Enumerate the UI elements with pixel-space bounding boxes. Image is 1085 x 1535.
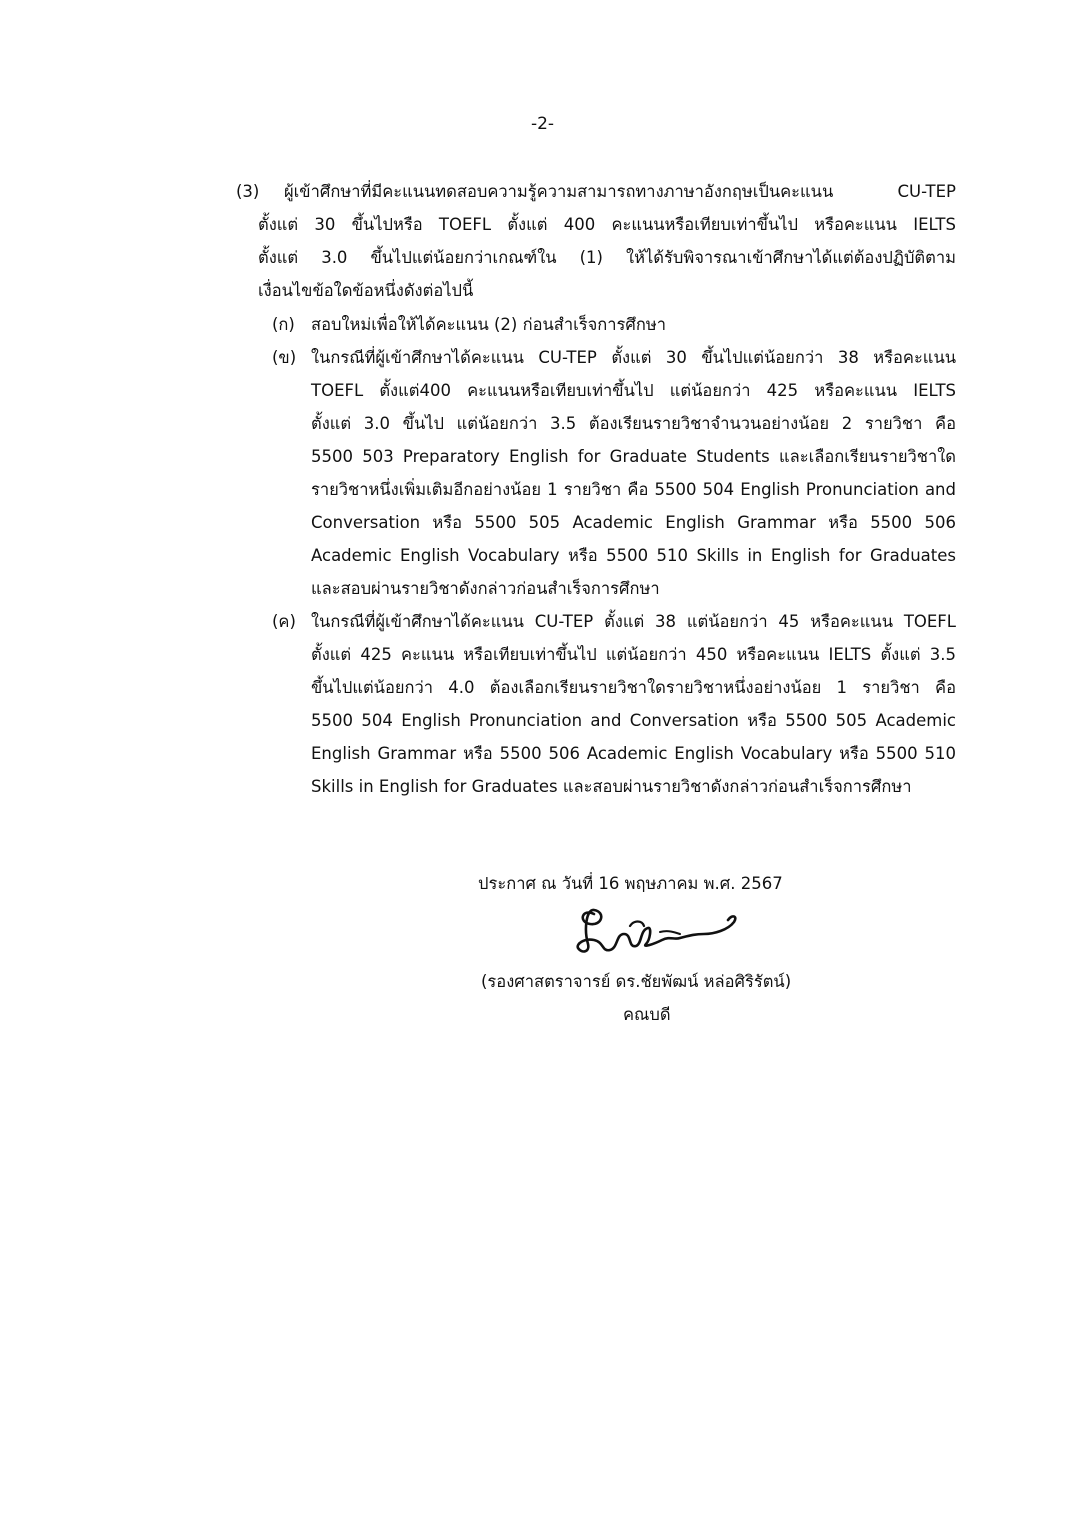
sub-item-b-line: และสอบผ่านรายวิชาดังกล่าวก่อนสำเร็จการศึกษา	[311, 579, 660, 598]
signature-image	[572, 900, 752, 962]
announcement-date: ประกาศ ณ วันที่ 16 พฤษภาคม พ.ศ. 2567	[478, 874, 783, 893]
sub-item-b-line: Conversation หรือ 5500 505 Academic English Grammar หรือ 5500 506	[311, 513, 956, 532]
page-number: -2-	[530, 114, 555, 134]
sub-item-b-line: รายวิชาหนึ่งเพิ่มเติมอีกอย่างน้อย 1 รายวิชา คือ 5500 504 English Pronunciation and	[311, 480, 956, 499]
sub-item-c-line: ในกรณีที่ผู้เข้าศึกษาได้คะแนน CU-TEP ตั้งแต่ 38 แต่น้อยกว่า 45 หรือคะแนน TOEFL	[311, 612, 956, 631]
sub-item-c-line: English Grammar หรือ 5500 506 Academic English Vocabulary หรือ 5500 510	[311, 744, 956, 763]
sub-item-c-line: 5500 504 English Pronunciation and Conversation หรือ 5500 505 Academic	[311, 711, 956, 730]
sub-item-a-marker: (ก)	[272, 315, 295, 334]
sub-item-b-marker: (ข)	[272, 348, 297, 367]
sub-item-b-line: ตั้งแต่ 3.0 ขึ้นไป แต่น้อยกว่า 3.5 ต้องเรียนรายวิชาจำนวนอย่างน้อย 2 รายวิชา คือ	[311, 414, 956, 433]
sub-item-c-line: ขึ้นไปแต่น้อยกว่า 4.0 ต้องเลือกเรียนรายวิชาใดรายวิชาหนึ่งอย่างน้อย 1 รายวิชา คือ	[311, 678, 956, 697]
signatory-name: (รองศาสตราจารย์ ดร.ชัยพัฒน์ หล่อศิริรัตน์)	[481, 972, 792, 991]
item-3-line: ตั้งแต่ 3.0 ขึ้นไปแต่น้อยกว่าเกณฑ์ใน (1) ให้ได้รับพิจารณาเข้าศึกษาได้แต่ต้องปฏิบัติตาม	[258, 248, 956, 267]
sub-item-b-line: 5500 503 Preparatory English for Graduate Students และเลือกเรียนรายวิชาใด	[311, 447, 956, 466]
item-3-line: ผู้เข้าศึกษาที่มีคะแนนทดสอบความรู้ความสามารถทางภาษาอังกฤษเป็นคะแนน CU-TEP	[284, 182, 956, 201]
item-3-line: เงื่อนไขข้อใดข้อหนึ่งดังต่อไปนี้	[258, 281, 474, 300]
signatory-title: คณบดี	[623, 1005, 671, 1024]
sub-item-c-marker: (ค)	[272, 612, 296, 631]
sub-item-c-line: ตั้งแต่ 425 คะแนน หรือเทียบเท่าขึ้นไป แต่น้อยกว่า 450 หรือคะแนน IELTS ตั้งแต่ 3.5	[311, 645, 956, 664]
sub-item-a-line: สอบใหม่เพื่อให้ได้คะแนน (2) ก่อนสำเร็จการศึกษา	[311, 315, 666, 334]
sub-item-b-line: ในกรณีที่ผู้เข้าศึกษาได้คะแนน CU-TEP ตั้งแต่ 30 ขึ้นไปแต่น้อยกว่า 38 หรือคะแนน	[311, 348, 956, 367]
item-3-marker: (3)	[236, 182, 260, 201]
sub-item-c-line: Skills in English for Graduates และสอบผ่านรายวิชาดังกล่าวก่อนสำเร็จการศึกษา	[311, 777, 912, 796]
item-3-line: ตั้งแต่ 30 ขึ้นไปหรือ TOEFL ตั้งแต่ 400 คะแนนหรือเทียบเท่าขึ้นไป หรือคะแนน IELTS	[258, 215, 956, 234]
sub-item-b-line: Academic English Vocabulary หรือ 5500 510 Skills in English for Graduates	[311, 546, 956, 565]
sub-item-b-line: TOEFL ตั้งแต่400 คะแนนหรือเทียบเท่าขึ้นไป แต่น้อยกว่า 425 หรือคะแนน IELTS	[311, 381, 956, 400]
